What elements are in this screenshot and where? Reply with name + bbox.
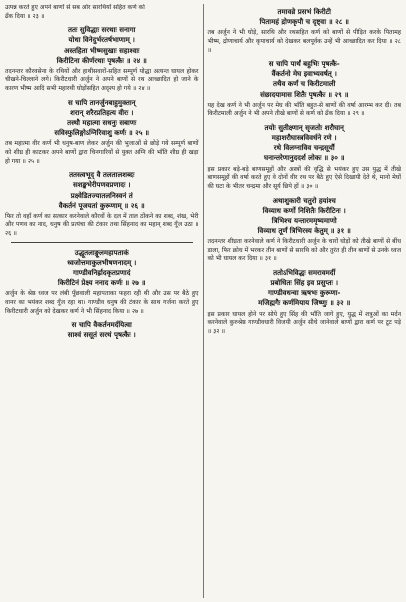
sanskrit-verse: उद्धूतलाङ्गूलमहापताकं ध्वजोत्तमाकुलभीषणनादम् । गाण्डीवनिर्ह्रादकृतप्रणादं किरीटिनं प्रेक्ष्य ननाद कर्णः ॥ २७ ॥ — [57, 247, 146, 288]
translation-paragraph: यह देख कर्ण ने भी अर्जुन पर मेघ की भाँति बहुत-से बाणों की वर्षा आरम्भ कर दी। तब किरीटमाली अर्जुन ने भी अपने तीखे बाणों से कर्ण को ढँक दिया ॥ २९ ॥ — [207, 101, 401, 118]
translation-paragraph: तदनन्तर कौरवसेना के रथियों और हाथीसवारों-सहित सम्पूर्ण योद्धा अत्यन्त घायल होकर चीखने-चिल्लाने लगे। किरीटधारी अर्जुन ने अपने बाणों से रथ आच्छादित हो जाने के कारण भीष्म आदि सभी महारथी घोड़ोंसहित अदृश्य हो गये ॥ २४ ॥ — [5, 67, 199, 93]
sanskrit-verse: ततः सुविद्धाः सरथाः सनागा योधा विनेदुर्भरतर्षभाणाम् । अस्तहिता भीष्मसुखाः सहाश्वाः किरीटिना कीर्णरथाः पृषत्कैः ॥ २४ ॥ — [56, 25, 147, 65]
right-column — [207, 4, 401, 598]
translation-paragraph: इस प्रकार बड़े-बड़े बाणसमूहों और अस्त्रों की वृद्धि से भयंकर हुए उस युद्ध में तीखे बाणसमूहों की वर्षा करते हुए वे दोनों वीर रथ पर बैठे हुए ऐसे दिखायी देते थे, मानो मेघों की घटा के भीतर चन्द्रमा और सूर्य छिपे हों ॥ ३० ॥ — [207, 165, 401, 190]
sanskrit-verse: तमावव्रे प्रसभं किरीटी पितामहं द्रोणकृपौ च दृष्ट्वा ॥ २८ ॥ — [259, 7, 349, 27]
sanskrit-verse: स चापि वैकर्तनमर्दयित्वा साश्वं ससूतं सरथं पृषत्कैः । — [67, 320, 136, 340]
translation-paragraph: उत्पन्न करते हुए अपने बाणों से सब ओर सारथियों सहित कर्ण को ढँक दिया ॥ २३ ॥ — [5, 4, 145, 20]
translation-paragraph: इस प्रकार घायल होने पर सोये हुए सिंह की भाँति जागे हुए, युद्ध में शत्रुओं का मर्दन करनेवाले कुरुश्रेष्ठ गाण्डीवधारी विजयी अर्जुन सीधे जानेवाले बाणों द्वारा कर्ण पर टूट पड़े ॥ ३२ ॥ — [207, 310, 401, 335]
translation-paragraph: फिर तो वहाँ कर्ण का सत्कार करनेवाले कौरवों के दल में ताल ठोंकने का शब्द, शंख, भेरी और पणव का नाद, धनुष की प्रत्यंचा की टंकार तथा सिंहनाद का महान् शब्द गूँज उठा ॥ २६ ॥ — [5, 212, 199, 238]
sanskrit-verse: स चापि तानर्जुनबाहुमुक्तान् शरान् शरैरप्रतिहत्य वीरः । तस्थौ महात्मा सधनुः सबाणः सविस्फुलिङ्गोऽग्निरिवाशु कर्णः ॥ २५ ॥ — [54, 97, 150, 138]
sanskrit-verse: अथाशुकारी चतुरो हयांश्च विव्याध कर्णो निशितैः किरीटिनः । त्रिभिश्च यन्तारममृष्यमाणो विव्याध तूर्णं त्रिभिरस्य केतुम् ॥ ३१ ॥ — [257, 195, 351, 235]
translation-paragraph: तब महात्मा वीर कर्ण भी धनुष-बाण लेकर अर्जुन की भुजाओं से छोड़े गये सम्पूर्ण बाणों को शीघ्र ही काटकर अपने बाणों द्वारा चिनगारियों से युक्त अग्नि की भाँति शीघ्र ही खड़ा हो गया ॥ २५ ॥ — [5, 140, 199, 165]
translation-paragraph: तब अर्जुन ने भी घोड़े, सारथि और रथसहित कर्ण को बाणों से पीड़ित करके पितामह भीष्म, द्रोणाचार्य और कृपाचार्य को देखकर बलपूर्वक उन्हें भी आच्छादित कर दिया ॥ २८ ॥ — [207, 29, 401, 54]
sanskrit-verse: ततोऽभिविद्धः समरावमर्दी प्रबोधितः सिंह इव प्रसुप्तः । गाण्डीवधन्वा ऋषभः कुरूणा- मजिह्मगैः कर्णमियाय जिष्णुः ॥ ३२ ॥ — [258, 268, 351, 308]
sanskrit-verse: तयोः सुतीक्ष्णान् सृजतोः शरौघान् महाशरौघास्त्रविवर्धने रणे । रथे विलग्नाविव चन्द्रसूर्यौ घनान्तरेणानुददर्श लोकः ॥ ३० ॥ — [263, 123, 345, 163]
translation-paragraph: अर्जुन के श्रेष्ठ ध्वज पर लंबी पूँछवाली महापताका फहरा रही थी और उस पर बैठे हुए वानर का भयंकर शब्द गूँज रहा था। गाण्डीव धनुष की टंकार के साथ गर्जना करते हुए किरीटधारी अर्जुन को देखकर कर्ण ने भी सिंहनाद किया ॥ २७ ॥ — [5, 290, 199, 315]
column-divider — [203, 4, 204, 598]
left-column — [5, 4, 199, 598]
translation-paragraph: तदनन्तर शीघ्रता करनेवाले कर्ण ने किरीटधारी अर्जुन के चारों घोड़ों को तीखे बाणों से बींध डाला, फिर क्रोध में भरकर तीन बाणों से सारथि को और तुरंत ही तीन बाणों से उनके ध्वज को भी घायल कर दिया ॥ ३१ ॥ — [207, 238, 401, 263]
sanskrit-verse: ततस्त्वभूद् वै तलतालशब्दः सशङ्खभेरीपणवप्रणादः । प्रक्ष्वेडितज्यातलनिस्वनं तं वैकर्तनं पूजयतां कुरूणाम् ॥ २६ ॥ — [58, 170, 145, 210]
section-rule — [11, 242, 193, 243]
sanskrit-verse: स चापि पार्थं बहुभिः पृषत्कै- र्वैकर्तनो मेघ इवाभ्यवर्षत् । तथैव कर्णं च किरीटमाली संछादयामास शितैः पृषत्कैः ॥ २९ ॥ — [260, 59, 349, 99]
